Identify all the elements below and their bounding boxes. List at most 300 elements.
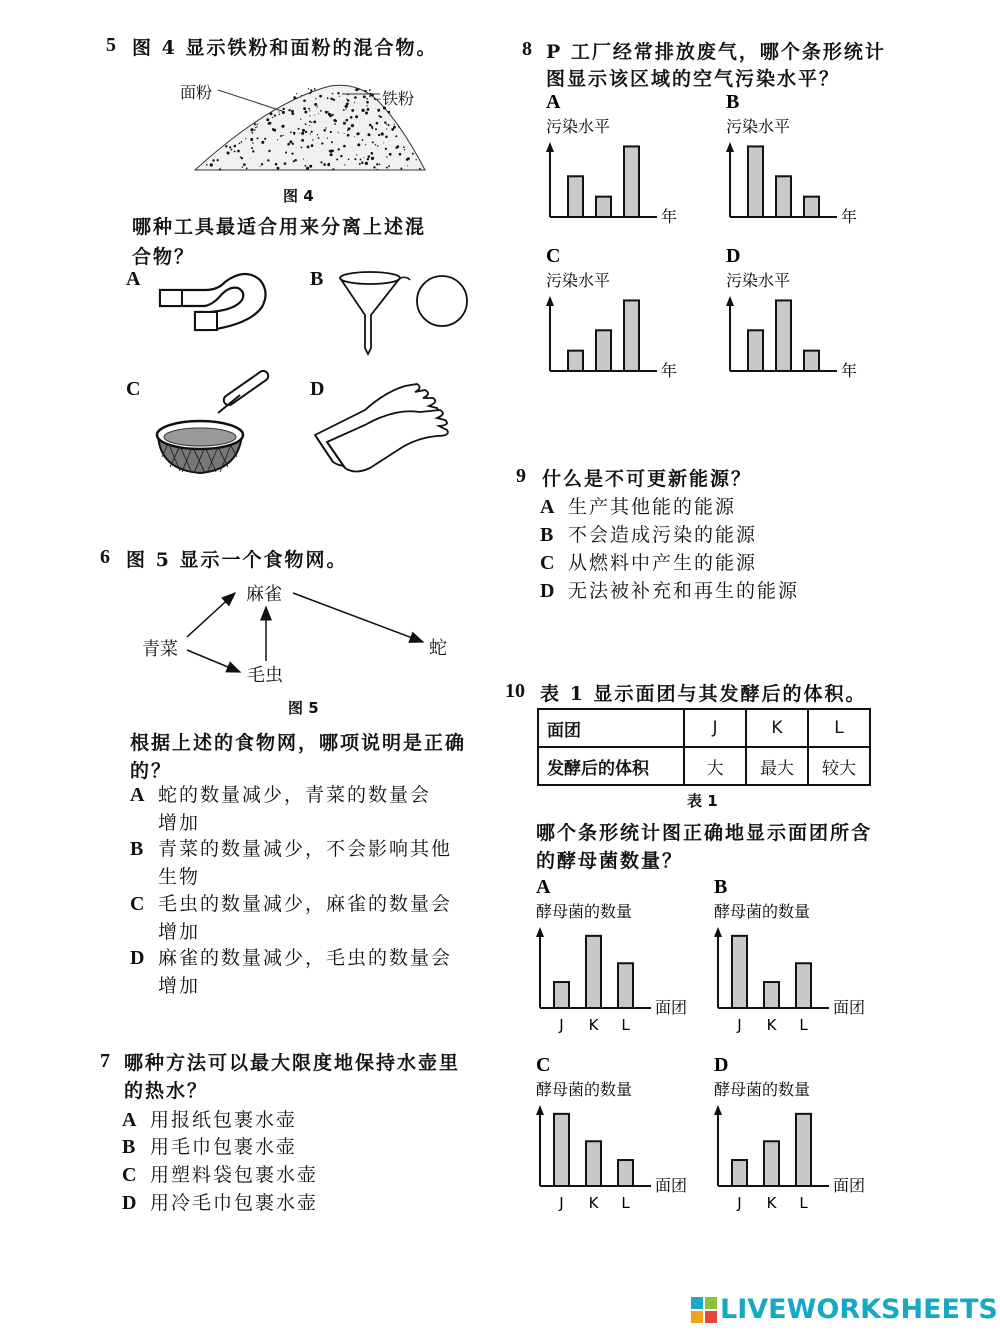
- chart-bar: [554, 982, 569, 1008]
- q5-question-line1: 哪种工具最适合用来分离上述混: [132, 216, 427, 238]
- iron-speck: [363, 96, 366, 99]
- iron-speck: [373, 166, 375, 168]
- chart-tick-label: J: [559, 1016, 564, 1034]
- gloves-icon: [305, 380, 465, 475]
- iron-speck: [347, 99, 349, 101]
- q9-option-a-letter: A: [540, 496, 557, 518]
- iron-speck: [386, 156, 387, 157]
- iron-speck: [376, 122, 379, 125]
- iron-speck: [309, 110, 310, 111]
- chart-y-axis-arrow: [536, 1105, 544, 1115]
- chart-y-axis-label: 酵母菌的数量: [536, 1080, 633, 1099]
- iron-speck: [344, 164, 345, 165]
- q10-number: 10: [505, 680, 525, 702]
- iron-speck: [267, 159, 269, 161]
- iron-speck: [266, 118, 269, 121]
- iron-speck: [281, 125, 284, 128]
- q6-option-b-line2: 生物: [158, 866, 201, 888]
- iron-speck: [310, 89, 312, 91]
- q7-option-d-text: 用冷毛巾包裹水壶: [150, 1192, 319, 1214]
- iron-speck: [305, 165, 307, 167]
- table-header-cell: L: [808, 709, 870, 747]
- chart-bar: [554, 1114, 569, 1186]
- iron-speck: [237, 150, 240, 153]
- q7-option-c-text: 用塑料袋包裹水壶: [150, 1164, 319, 1186]
- q9-option-c-text: 从燃料中产生的能源: [568, 552, 758, 574]
- iron-speck: [330, 131, 332, 133]
- iron-speck: [406, 158, 409, 161]
- q6-question-line2: 的？: [130, 760, 173, 782]
- iron-speck: [239, 143, 241, 145]
- iron-speck: [225, 145, 227, 147]
- iron-speck: [338, 132, 339, 133]
- iron-speck: [385, 136, 388, 139]
- q7-question-line2: 的热水？: [124, 1080, 209, 1102]
- q9-option-a[interactable]: [540, 492, 736, 519]
- iron-speck: [310, 133, 311, 134]
- iron-speck: [227, 152, 230, 155]
- iron-speck: [241, 141, 243, 143]
- iron-speck: [241, 157, 243, 159]
- iron-speck: [317, 106, 318, 107]
- q10-question-line1: 哪个条形统计图正确地显示面团所含: [536, 822, 873, 844]
- iron-speck: [343, 122, 346, 125]
- iron-speck: [318, 113, 319, 114]
- iron-speck: [320, 161, 322, 163]
- chart-option-letter: B: [726, 91, 740, 113]
- iron-speck: [317, 134, 318, 135]
- iron-speck: [254, 123, 256, 125]
- iron-speck: [356, 133, 359, 136]
- iron-speck: [285, 152, 287, 154]
- iron-speck: [282, 135, 283, 136]
- iron-speck: [290, 131, 292, 133]
- iron-speck: [294, 134, 295, 135]
- q7-option-c-letter: C: [122, 1164, 139, 1186]
- q9-option-c-letter: C: [540, 552, 557, 574]
- chart-y-axis-label: 酵母菌的数量: [536, 902, 633, 921]
- iron-speck: [386, 167, 388, 169]
- iron-speck: [379, 164, 381, 166]
- iron-speck: [331, 150, 334, 153]
- iron-speck: [365, 144, 366, 145]
- iron-speck: [340, 155, 342, 157]
- iron-speck: [388, 165, 390, 167]
- table-cell: 大: [684, 747, 746, 785]
- iron-speck: [369, 96, 370, 97]
- chart-y-axis-label: 污染水平: [726, 271, 791, 290]
- iron-speck: [252, 142, 253, 143]
- iron-speck: [346, 119, 349, 122]
- iron-speck: [311, 131, 313, 133]
- q7-option-b[interactable]: [122, 1132, 297, 1159]
- chart-bar: [804, 197, 819, 217]
- iron-speck: [308, 88, 309, 89]
- iron-speck: [371, 126, 373, 128]
- q6-option-d[interactable]: [130, 944, 452, 1000]
- iron-speck: [388, 124, 390, 126]
- chart-option-letter: A: [546, 91, 561, 113]
- chart-bar: [732, 1160, 747, 1186]
- chart-bar: [804, 351, 819, 371]
- chart-bar: [624, 146, 639, 217]
- iron-speck: [278, 111, 279, 112]
- iron-speck: [346, 99, 347, 100]
- iron-speck: [393, 126, 396, 129]
- iron-speck: [234, 145, 237, 148]
- chart-bar: [748, 146, 763, 217]
- arrow-vegetable-sparrow: [187, 593, 235, 637]
- iron-speck: [300, 119, 301, 120]
- q6-option-d-line2: 增加: [158, 975, 201, 997]
- chart-y-axis-arrow: [714, 1105, 722, 1115]
- iron-speck: [389, 153, 392, 156]
- iron-speck: [343, 145, 346, 148]
- chart-tick-label: J: [737, 1194, 742, 1212]
- chart-x-axis-label: 年: [661, 361, 678, 380]
- iron-speck: [292, 143, 294, 145]
- iron-speck: [219, 168, 221, 170]
- q7-option-a[interactable]: [122, 1105, 297, 1132]
- node-caterpillar: 毛虫: [247, 665, 283, 686]
- iron-speck: [328, 163, 330, 165]
- iron-speck: [314, 103, 317, 106]
- iron-speck: [255, 127, 256, 128]
- iron-speck: [394, 124, 395, 125]
- iron-speck: [362, 139, 364, 141]
- iron-speck: [367, 158, 369, 160]
- chart-option-letter: A: [536, 876, 551, 898]
- iron-speck: [301, 139, 304, 142]
- iron-speck: [333, 99, 335, 101]
- iron-speck: [250, 128, 253, 131]
- bar-chart-q10-C: [536, 1055, 706, 1216]
- iron-speck: [376, 163, 378, 165]
- q5-text: 图 4 显示铁粉和面粉的混合物。: [132, 37, 438, 59]
- iron-speck: [277, 139, 278, 140]
- iron-speck: [323, 163, 326, 166]
- q5-question-line2: 合物？: [132, 246, 196, 268]
- iron-speck: [412, 153, 414, 155]
- iron-speck: [372, 141, 374, 143]
- q9-option-b[interactable]: [540, 520, 757, 547]
- node-sparrow: 麻雀: [246, 584, 282, 605]
- iron-speck: [327, 111, 328, 112]
- iron-speck: [303, 158, 304, 159]
- iron-speck: [257, 124, 258, 125]
- q8-question-line2: 图显示该区域的空气污染水平？: [546, 68, 841, 90]
- iron-speck: [331, 141, 333, 143]
- iron-speck: [383, 142, 384, 143]
- chart-tick-label: L: [799, 1016, 808, 1034]
- chart-bar: [618, 1160, 633, 1186]
- iron-speck: [380, 116, 382, 118]
- iron-speck: [377, 169, 378, 170]
- iron-speck: [338, 148, 340, 150]
- iron-speck: [234, 151, 236, 153]
- q7-number: 7: [100, 1050, 110, 1072]
- bar-chart-q10-D: [714, 1055, 884, 1216]
- fig5-caption: 图 5: [288, 699, 319, 717]
- q6-number: 6: [100, 546, 110, 568]
- bar-chart-q8-B: [726, 92, 896, 247]
- iron-speck: [399, 153, 402, 156]
- node-snake: 蛇: [429, 638, 447, 659]
- flour-iron-mixture-figure: [180, 72, 480, 182]
- q9-option-d[interactable]: [540, 576, 799, 603]
- q6-option-c-line2: 增加: [158, 921, 201, 943]
- iron-speck: [365, 112, 368, 115]
- chart-bar: [776, 300, 791, 371]
- iron-speck: [366, 98, 368, 100]
- chart-x-axis-label: 年: [661, 207, 678, 226]
- iron-speck: [273, 129, 276, 132]
- chart-x-axis-label: 面团: [833, 998, 866, 1017]
- q5-option-b-letter[interactable]: B: [310, 268, 324, 290]
- table-header-cell: J: [684, 709, 746, 747]
- chart-bar: [796, 963, 811, 1008]
- sieve-icon: [150, 375, 280, 480]
- q5-option-d-letter[interactable]: D: [310, 378, 325, 400]
- chart-x-axis-label: 面团: [833, 1176, 866, 1195]
- iron-speck: [386, 124, 387, 125]
- magnet-icon: [150, 262, 280, 342]
- table-header-cell: K: [746, 709, 808, 747]
- q7-option-c[interactable]: [122, 1160, 318, 1187]
- iron-speck: [333, 119, 336, 122]
- iron-speck: [371, 157, 374, 160]
- iron-speck: [347, 130, 348, 131]
- q9-option-a-text: 生产其他能的能源: [568, 496, 737, 518]
- q10-text: 表 1 显示面团与其发酵后的体积。: [540, 683, 867, 705]
- chart-tick-label: L: [621, 1194, 630, 1212]
- iron-speck: [355, 88, 358, 91]
- iron-speck: [404, 149, 405, 150]
- q6-text: 图 5 显示一个食物网。: [126, 549, 348, 571]
- iron-speck: [366, 105, 367, 106]
- iron-speck: [268, 122, 271, 125]
- iron-speck: [347, 134, 350, 137]
- chart-bar: [796, 1114, 811, 1186]
- iron-speck: [316, 107, 317, 108]
- chart-y-axis-arrow: [546, 142, 554, 152]
- q9-option-d-letter: D: [540, 580, 557, 602]
- chart-bar: [596, 197, 611, 217]
- iron-speck: [274, 114, 276, 116]
- iron-speck: [250, 138, 253, 141]
- iron-speck: [391, 128, 394, 131]
- chart-y-axis-label: 污染水平: [546, 117, 611, 136]
- chart-y-axis-arrow: [546, 296, 554, 306]
- iron-speck: [354, 158, 356, 160]
- iron-speck: [291, 153, 293, 155]
- iron-speck: [295, 159, 297, 161]
- iron-speck: [309, 121, 311, 123]
- iron-speck: [385, 148, 387, 150]
- iron-speck: [315, 98, 316, 99]
- iron-speck: [325, 111, 328, 114]
- node-vegetable: 青菜: [142, 639, 178, 660]
- q6-option-a-line1: 蛇的数量减少，青菜的数量会: [158, 784, 432, 806]
- q6-option-b-line1: 青菜的数量减少，不会影响其他: [158, 838, 453, 860]
- q6-option-b-letter: B: [130, 838, 146, 860]
- iron-speck: [416, 159, 417, 160]
- iron-speck: [260, 166, 261, 167]
- iron-speck: [377, 145, 379, 147]
- chart-bar: [568, 176, 583, 217]
- chart-x-axis-label: 年: [841, 207, 858, 226]
- chart-y-axis-arrow: [536, 927, 544, 937]
- iron-speck: [351, 124, 354, 127]
- iron-speck: [206, 164, 208, 166]
- chart-tick-label: J: [737, 1016, 742, 1034]
- iron-speck: [296, 93, 297, 94]
- iron-speck: [367, 108, 370, 111]
- table-row: [538, 747, 870, 785]
- q6-option-c[interactable]: [130, 890, 452, 946]
- iron-speck: [270, 112, 273, 115]
- q6-option-b[interactable]: [130, 835, 452, 891]
- iron-speck: [305, 131, 307, 133]
- iron-speck: [275, 163, 278, 166]
- iron-speck: [397, 145, 399, 147]
- iron-speck: [257, 137, 259, 139]
- q6-option-c-line1: 毛虫的数量减少，麻雀的数量会: [158, 893, 453, 915]
- iron-speck: [378, 134, 380, 136]
- chart-option-letter: D: [714, 1054, 729, 1076]
- iron-speck: [242, 166, 244, 168]
- label-iron: 铁粉: [382, 89, 415, 108]
- bar-chart-q8-A: [546, 92, 716, 247]
- chart-tick-label: K: [766, 1016, 777, 1034]
- q5-option-c-letter[interactable]: C: [126, 378, 141, 400]
- chart-bar: [732, 936, 747, 1008]
- iron-speck: [314, 115, 315, 116]
- iron-speck: [354, 102, 355, 103]
- iron-speck: [332, 168, 334, 170]
- chart-bar: [568, 351, 583, 371]
- iron-speck: [332, 93, 334, 95]
- iron-speck: [279, 114, 280, 115]
- iron-speck: [261, 163, 263, 165]
- iron-speck: [365, 162, 368, 165]
- iron-speck: [325, 127, 326, 128]
- iron-speck: [403, 146, 405, 148]
- iron-speck: [309, 125, 310, 126]
- iron-speck: [291, 112, 294, 115]
- iron-speck: [363, 157, 364, 158]
- chart-y-axis-arrow: [726, 142, 734, 152]
- iron-speck: [400, 168, 402, 170]
- iron-speck: [345, 105, 348, 108]
- food-web-figure: [135, 575, 465, 690]
- footer-brand: LIVEWORKSHEETS: [720, 1294, 998, 1325]
- q7-option-d-letter: D: [122, 1192, 139, 1214]
- chart-tick-label: J: [559, 1194, 564, 1212]
- iron-speck: [377, 109, 380, 112]
- iron-speck: [304, 100, 306, 102]
- iron-speck: [379, 98, 380, 99]
- liveworksheets-logo: [690, 1294, 998, 1325]
- iron-speck: [348, 159, 350, 161]
- label-flour: 面粉: [180, 83, 213, 102]
- q6-option-d-letter: D: [130, 947, 147, 969]
- chart-y-axis-arrow: [714, 927, 722, 937]
- iron-speck: [369, 124, 372, 127]
- q5-number: 5: [106, 34, 116, 56]
- chart-bar: [748, 330, 763, 371]
- iron-speck: [312, 139, 313, 140]
- chart-option-letter: B: [714, 876, 728, 898]
- iron-speck: [343, 109, 345, 111]
- q6-option-d-line1: 麻雀的数量减少，毛虫的数量会: [158, 947, 453, 969]
- iron-speck: [251, 147, 253, 149]
- iron-speck: [354, 136, 355, 137]
- iron-speck: [355, 115, 358, 118]
- iron-speck: [330, 98, 333, 101]
- iron-speck: [384, 121, 386, 123]
- iron-speck: [327, 97, 329, 99]
- iron-speck: [381, 132, 384, 135]
- bar-chart-q10-A: [536, 877, 706, 1038]
- iron-speck: [288, 109, 290, 111]
- iron-speck: [303, 107, 306, 110]
- fig4-caption: 图 4: [283, 187, 314, 205]
- bar-chart-q10-B: [714, 877, 884, 1038]
- iron-speck: [357, 143, 360, 146]
- chart-option-letter: D: [726, 245, 741, 267]
- iron-speck: [351, 109, 354, 112]
- chart-y-axis-arrow: [726, 296, 734, 306]
- chart-bar: [618, 963, 633, 1008]
- q6-option-a-line2: 增加: [158, 812, 201, 834]
- iron-speck: [261, 141, 264, 144]
- iron-speck: [284, 162, 287, 165]
- iron-speck: [320, 110, 322, 112]
- iron-speck: [398, 126, 400, 128]
- q7-option-d[interactable]: [122, 1188, 318, 1215]
- iron-speck: [308, 108, 310, 110]
- table-header-cell: 面团: [538, 709, 684, 747]
- iron-speck: [306, 167, 309, 170]
- table1-caption: 表 1: [687, 792, 718, 810]
- iron-speck: [301, 132, 304, 135]
- iron-speck: [364, 90, 366, 92]
- iron-speck: [229, 146, 231, 148]
- iron-speck: [299, 133, 300, 134]
- q5-option-a-letter[interactable]: A: [126, 268, 141, 290]
- iron-speck: [301, 95, 302, 96]
- iron-speck: [210, 163, 213, 166]
- iron-speck: [246, 167, 248, 169]
- iron-speck: [375, 144, 376, 145]
- q9-option-b-letter: B: [540, 524, 556, 546]
- iron-speck: [301, 147, 303, 149]
- q9-option-c[interactable]: [540, 548, 757, 575]
- q6-option-a-letter: A: [130, 784, 147, 806]
- iron-speck: [371, 152, 374, 155]
- q6-option-a[interactable]: [130, 781, 431, 837]
- iron-speck: [330, 153, 333, 156]
- iron-speck: [256, 126, 257, 127]
- iron-speck: [252, 150, 254, 152]
- iron-speck: [313, 121, 316, 124]
- chart-bar: [624, 300, 639, 371]
- chart-bar: [586, 1141, 601, 1186]
- q9-number: 9: [516, 465, 526, 487]
- q7-option-b-text: 用毛巾包裹水壶: [150, 1136, 298, 1158]
- chart-tick-label: L: [799, 1194, 808, 1212]
